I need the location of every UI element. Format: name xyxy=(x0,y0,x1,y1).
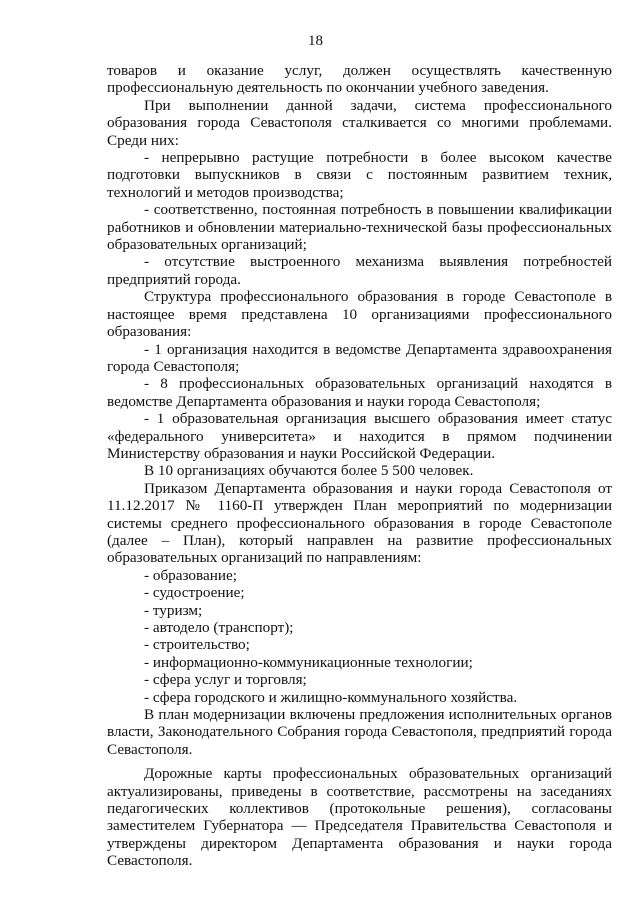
paragraph-roadmaps: Дорожные карты профессиональных образовательных организаций актуализированы, приведены в соответствие, рассмотрены на заседаниях педагогических коллективов (протокольные решения), согласованы заместителем Губернатора — Председателя Правительства Севастополя и утверждены директором Департамента образования и науки города Севастополя. xyxy=(107,765,612,870)
paragraph-continuation: товаров и оказание услуг, должен осуществлять качественную профессиональную деятельность по окончании учебного заведения. xyxy=(107,62,612,97)
list-item-organization: - 8 профессиональных образовательных организаций находятся в ведомстве Департамента образования и науки города Севастополя; xyxy=(107,375,612,410)
page-number: 18 xyxy=(308,33,323,49)
list-item-direction: - сфера городского и жилищно-коммунального хозяйства. xyxy=(144,688,518,706)
list-item-direction: - автодело (транспорт); xyxy=(144,619,294,636)
list-item-direction: - судостроение; xyxy=(144,584,245,602)
paragraph-students-count: В 10 организациях обучаются более 5 500 человек. xyxy=(144,462,474,480)
list-item-direction: - информационно-коммуникационные технологии; xyxy=(144,653,473,671)
list-item-organization: - 1 образовательная организация высшего образования имеет статус «федерального университета» и находится в прямом подчинении Министерству образования и науки Российской Федерации. xyxy=(107,410,612,462)
list-item-organization: - 1 организация находится в ведомстве Департамента здравоохранения города Севастополя; xyxy=(107,340,612,375)
paragraph-problems-intro: При выполнении данной задачи, система профессионального образования города Севастополя сталкивается со многими проблемами. Среди них: xyxy=(107,96,612,149)
document-body xyxy=(107,62,612,870)
list-item-problem: - непрерывно растущие потребности в более высоком качестве подготовки выпускников в связи с постоянным развитием техник, технологий и методов производства; xyxy=(107,149,612,201)
list-item-problem: - отсутствие выстроенного механизма выявления потребностей предприятий города. xyxy=(107,253,612,288)
list-item-direction: - образование; xyxy=(144,566,237,584)
paragraph-order: Приказом Департамента образования и науки города Севастополя от 11.12.2017 № 1160-П утвержден План мероприятий по модернизации системы среднего профессионального образования в городе Севастополе (далее – План), который направлен на развитие профессиональных образовательных организаций по направлениям: xyxy=(107,479,612,567)
paragraph-modernization-plan: В план модернизации включены предложения исполнительных органов власти, Законодательного Собрания города Севастополя, предприятий города Севастополя. xyxy=(107,706,612,758)
list-item-direction: - строительство; xyxy=(144,636,250,654)
list-item-direction: - сфера услуг и торговля; xyxy=(144,671,307,689)
list-item-problem: - соответственно, постоянная потребность в повышении квалификации работников и обновлении материально-технической базы профессиональных образовательных организаций; xyxy=(107,201,612,254)
paragraph-structure: Структура профессионального образования в городе Севастополе в настоящее время представлена 10 организациями профессионального образования: xyxy=(107,288,612,341)
list-item-direction: - туризм; xyxy=(144,601,203,619)
